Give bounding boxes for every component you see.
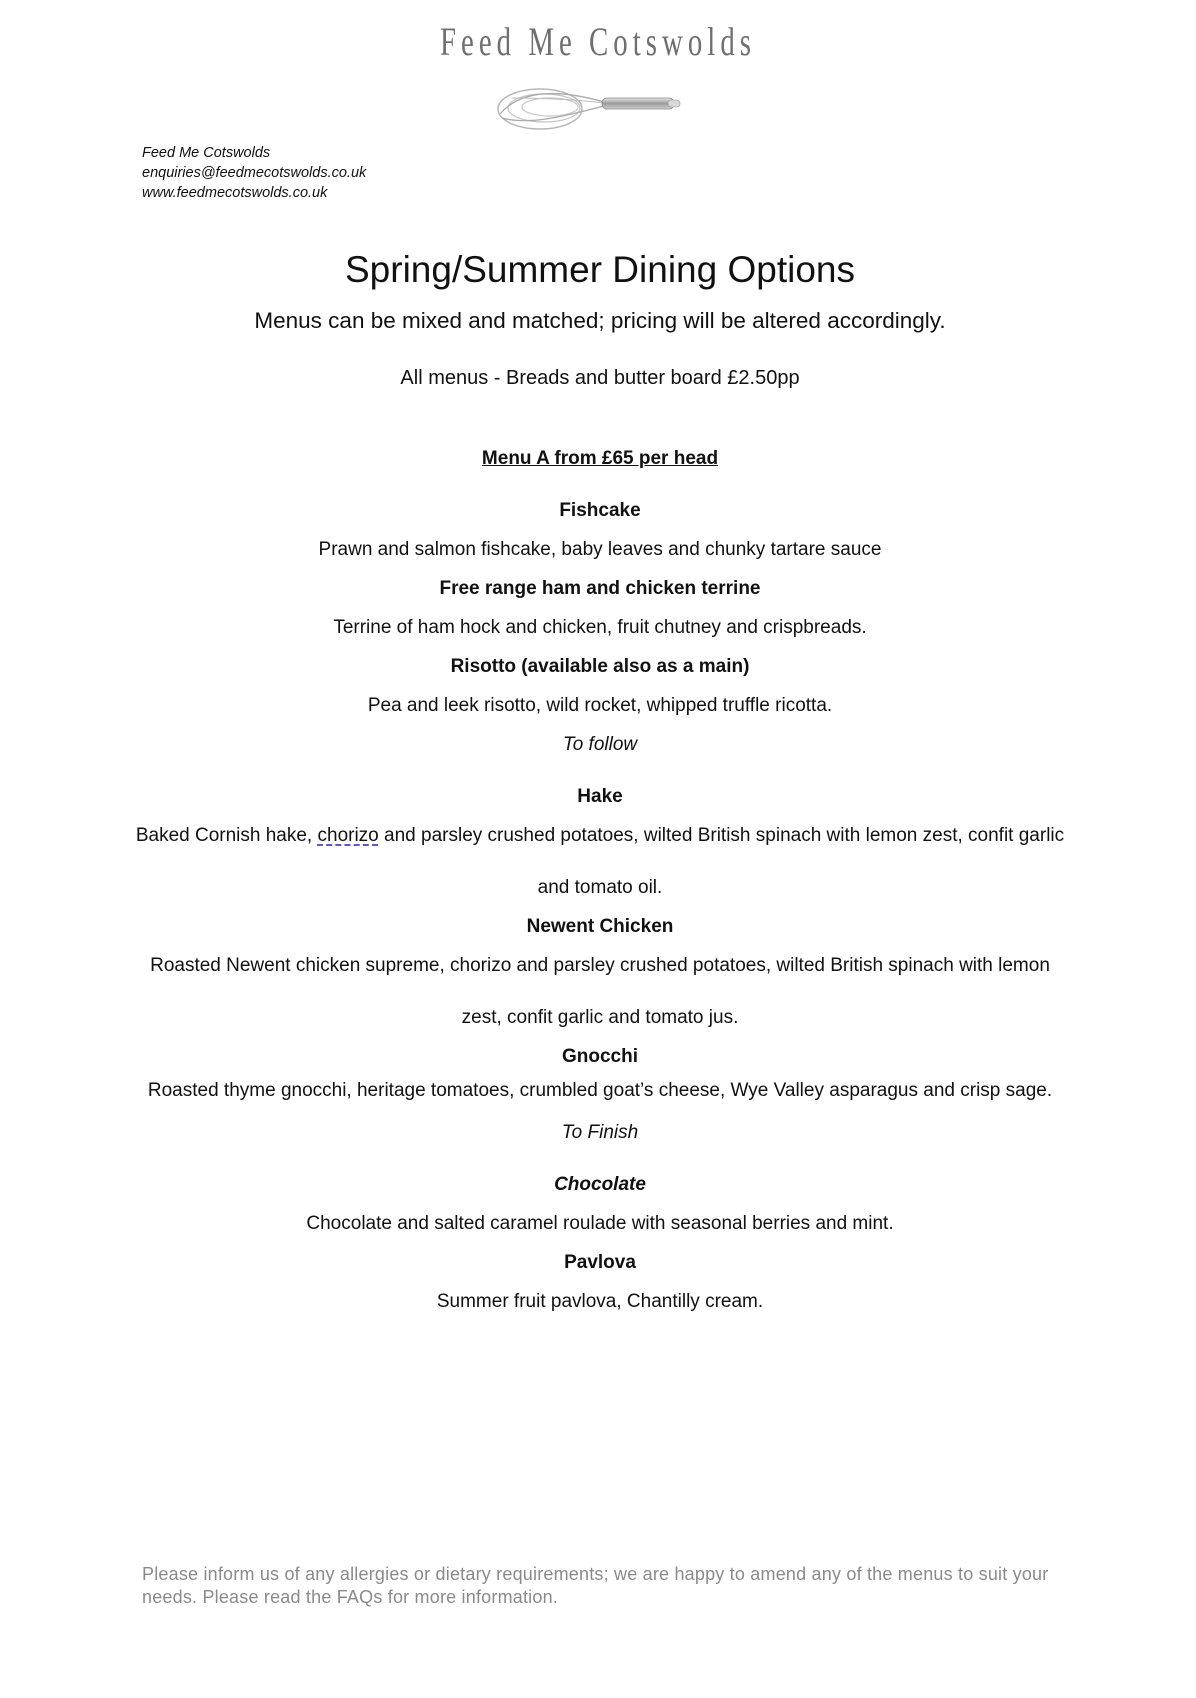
dish-desc-fishcake: Prawn and salmon fishcake, baby leaves and chunky tartare sauce [318,539,882,560]
spellcheck-flagged-word: chorizo [317,825,379,846]
dish-name-gnocchi: Gnocchi [561,1046,638,1067]
dish-desc-hake-part1: Baked Cornish hake, [135,825,318,846]
dish-desc-chicken: Roasted Newent chicken supreme, chorizo and parsley crushed potatoes, wilted British spinach with lemon zest, confit garlic and tomato jus. [150,955,1050,1028]
dish-desc-hake-part2: and parsley crushed potatoes, wilted British spinach with lemon zest, confit garlic and tomato oil. [378,825,1065,898]
dish-desc-hake [130,810,1070,914]
menu-content [130,246,1070,1328]
contact-company: Feed Me Cotswolds [142,145,271,161]
course-label-to-follow: To follow [562,734,638,755]
contact-website[interactable]: www.feedmecotswolds.co.uk [142,185,328,201]
dish-name-hake: Hake [577,786,623,807]
course-label-to-finish: To Finish [561,1122,639,1143]
page-title: Spring/Summer Dining Options [345,249,855,290]
logo-wordmark: Feed Me Cotswolds [439,19,757,64]
menu-subtitle: Menus can be mixed and matched; pricing will be altered accordingly. [254,308,946,333]
whisk-icon [492,78,692,140]
dish-desc-chocolate: Chocolate and salted caramel roulade with seasonal berries and mint. [306,1213,894,1234]
contact-block [142,143,366,203]
dish-name-fishcake: Fishcake [559,500,641,521]
dish-name-chicken: Newent Chicken [526,916,674,937]
allergy-note: Please inform us of any allergies or dietary requirements; we are happy to amend any of the menus to suit your needs. Please read the FAQs for more information. [142,1564,1049,1607]
dish-desc-risotto: Pea and leek risotto, wild rocket, whipped truffle ricotta. [367,695,833,716]
dish-name-chocolate: Chocolate [554,1174,646,1195]
dish-desc-terrine: Terrine of ham hock and chicken, fruit chutney and crispbreads. [333,617,867,638]
bread-note: All menus - Breads and butter board £2.50pp [400,367,800,389]
menu-heading: Menu A from £65 per head [481,448,719,469]
dish-name-terrine: Free range ham and chicken terrine [439,578,761,599]
dish-desc-pavlova: Summer fruit pavlova, Chantilly cream. [436,1291,764,1312]
contact-email[interactable]: enquiries@feedmecotswolds.co.uk [142,165,367,181]
dish-desc-gnocchi: Roasted thyme gnocchi, heritage tomatoes, crumbled goat’s cheese, Wye Valley asparagus and crisp sage. [147,1080,1053,1101]
dish-name-pavlova: Pavlova [564,1252,636,1273]
dish-name-risotto: Risotto (available also as a main) [450,656,750,677]
